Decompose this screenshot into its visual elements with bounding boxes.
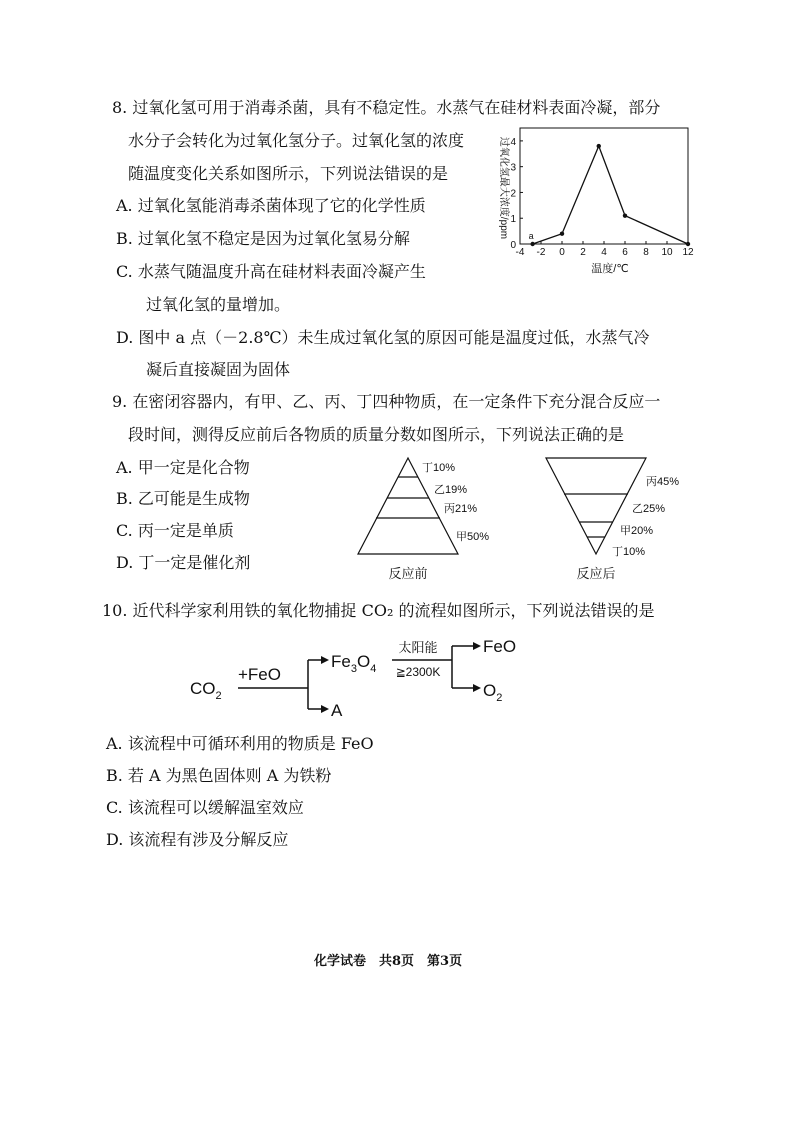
q9-option-d: D. 丁一定是催化剂 — [116, 553, 251, 572]
data-point — [623, 213, 627, 217]
before-label-jia: 甲50% — [456, 531, 490, 543]
x-tick-label: -2 — [536, 247, 546, 258]
q9-stem-line2: 段时间，测得反应前后各物质的质量分数如图所示，下列说法正确的是 — [128, 425, 625, 444]
q10-option-c: C. 该流程可以缓解温室效应 — [106, 798, 304, 817]
q10-stem: 10. 近代科学家利用铁的氧化物捕捉 CO₂ 的流程如图所示，下列说法错误的是 — [102, 601, 655, 620]
q8-stem-line2: 水分子会转化为过氧化氢分子。过氧化氢的浓度 — [128, 131, 465, 150]
after-caption: 反应后 — [576, 566, 616, 581]
after-label-jia: 甲20% — [620, 525, 654, 537]
flow-feo-reactant: +FeO — [238, 665, 281, 684]
q10-flow-diagram — [180, 630, 540, 730]
point-label-a: a — [528, 231, 534, 241]
q8-option-c: C. 水蒸气随温度升高在硅材料表面冷凝产生 — [116, 262, 426, 281]
y-tick-label: 1 — [510, 214, 516, 226]
flow-output-o2: $O_2$ — [483, 681, 503, 704]
x-tick-label: 0 — [559, 247, 565, 258]
q8-option-c-cont: 过氧化氢的量增加。 — [146, 295, 291, 314]
page-footer: 化学试卷 共8页 第3页 — [314, 954, 463, 969]
q9-pyramid-diagrams — [350, 450, 700, 590]
x-tick-label: 12 — [682, 247, 694, 258]
x-tick-label: 10 — [661, 247, 673, 258]
y-tick-label: 2 — [510, 188, 516, 200]
q10-option-d: D. 该流程有涉及分解反应 — [106, 830, 289, 849]
before-label-ding: 丁10% — [422, 462, 456, 474]
q9-option-c: C. 丙一定是单质 — [116, 521, 234, 540]
q9-stem-line1: 9. 在密闭容器内，有甲、乙、丙、丁四种物质，在一定条件下充分混合反应一 — [112, 392, 661, 411]
y-tick-label: 4 — [510, 136, 516, 148]
y-tick-label: 3 — [510, 162, 516, 174]
data-point — [597, 144, 601, 148]
q9-option-b: B. 乙可能是生成物 — [116, 489, 250, 508]
q8-option-b: B. 过氧化氢不稳定是因为过氧化氢易分解 — [116, 229, 410, 248]
q8-option-d-cont: 凝后直接凝固为固体 — [146, 360, 291, 379]
q10-option-a: A. 该流程中可循环利用的物质是 FeO — [106, 734, 374, 753]
flow-condition-temp: ≧2300K — [395, 665, 441, 679]
data-point — [686, 242, 690, 246]
y-tick-label: 0 — [510, 240, 516, 251]
q8-chart-ylabel: 过氧化氢最大浓度/ppm — [498, 136, 509, 240]
x-tick-label: 6 — [622, 247, 628, 258]
after-label-yi: 乙25% — [632, 503, 666, 515]
x-tick-label: 2 — [580, 247, 586, 258]
flow-fe3o4: $Fe_3O_4$ — [331, 652, 377, 675]
before-label-bing: 丙21% — [444, 503, 478, 515]
x-tick-label: 4 — [601, 247, 607, 258]
q8-chart-xlabel: 温度/℃ — [591, 263, 629, 275]
pyramid-before — [358, 458, 489, 581]
before-label-yi: 乙19% — [434, 484, 468, 496]
pyramid-after — [546, 458, 679, 581]
data-point — [530, 242, 534, 246]
flow-co2: $CO_2$ — [190, 679, 222, 702]
x-tick-label: -4 — [515, 247, 525, 258]
chart-frame — [520, 128, 688, 244]
q10-option-b: B. 若 A 为黑色固体则 A 为铁粉 — [106, 766, 332, 785]
series-line — [533, 146, 688, 244]
flow-output-feo: FeO — [483, 637, 517, 656]
flow-condition-solar: 太阳能 — [398, 640, 438, 655]
flow-product-a: A — [331, 701, 343, 720]
data-point — [560, 231, 564, 235]
after-label-bing: 丙45% — [646, 476, 680, 488]
q8-option-d: D. 图中 a 点（－2.8℃）未生成过氧化氢的原因可能是温度过低，水蒸气冷 — [116, 328, 650, 347]
x-tick-label: 8 — [643, 247, 649, 258]
q8-stem-line1: 8. 过氧化氢可用于消毒杀菌，具有不稳定性。水蒸气在硅材料表面冷凝，部分 — [112, 98, 661, 117]
before-caption: 反应前 — [388, 566, 428, 581]
q8-stem-line3: 随温度变化关系如图所示，下列说法错误的是 — [128, 164, 449, 183]
after-label-ding: 丁10% — [612, 546, 646, 558]
q8-line-chart — [488, 118, 700, 280]
q8-option-a: A. 过氧化氢能消毒杀菌体现了它的化学性质 — [116, 196, 426, 215]
q9-option-a: A. 甲一定是化合物 — [116, 458, 250, 477]
